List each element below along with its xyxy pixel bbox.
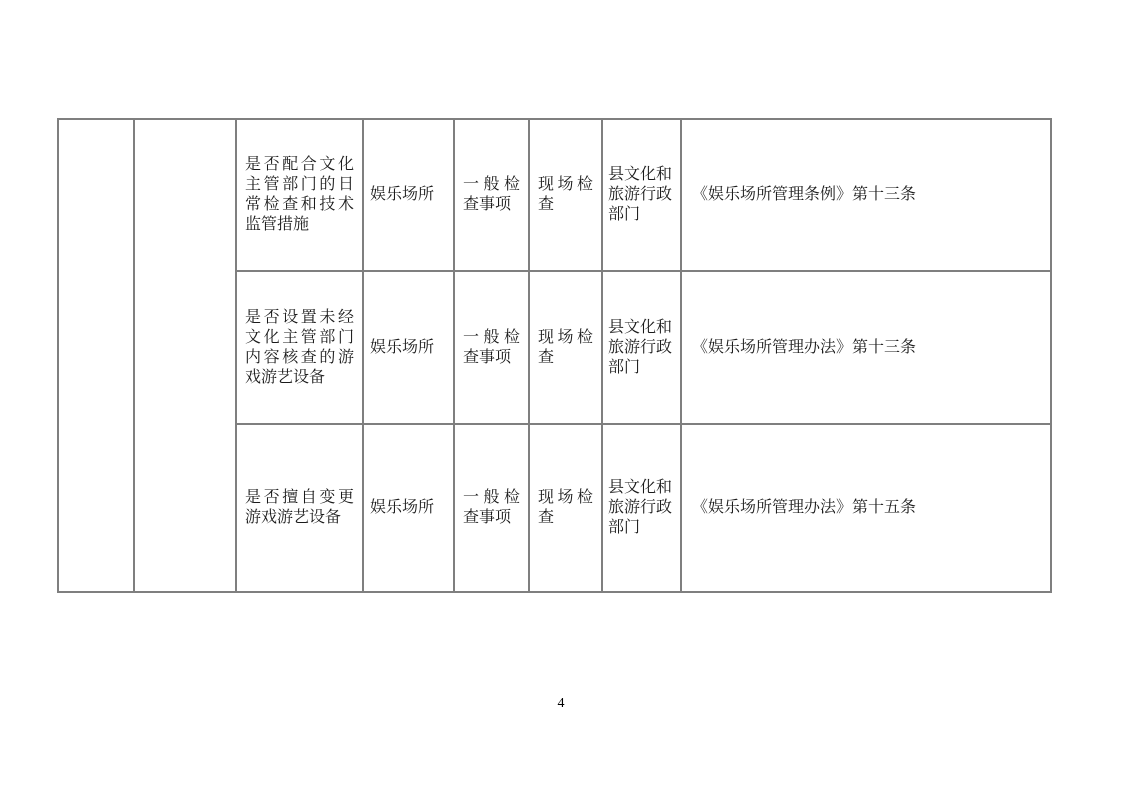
cell-inspection-item: 是否设置未经文化主管部门内容核查的游戏游艺设备 — [236, 271, 363, 424]
cell-legal-basis: 《娱乐场所管理办法》第十三条 — [681, 271, 1051, 424]
cell-legal-basis: 《娱乐场所管理条例》第十三条 — [681, 119, 1051, 271]
cell-inspection-category: 一般检查事项 — [454, 271, 529, 424]
cell-inspection-method: 现场检查 — [529, 424, 602, 592]
cell-inspection-target: 娱乐场所 — [363, 119, 454, 271]
cell-inspection-department: 县文化和旅游行政部门 — [602, 271, 681, 424]
page-number: 4 — [557, 696, 565, 711]
cell-legal-basis: 《娱乐场所管理办法》第十五条 — [681, 424, 1051, 592]
cell-inspection-method: 现场检查 — [529, 271, 602, 424]
inspection-table — [57, 118, 1052, 593]
cell-inspection-department: 县文化和旅游行政部门 — [602, 119, 681, 271]
cell-inspection-department: 县文化和旅游行政部门 — [602, 424, 681, 592]
cell-inspection-target: 娱乐场所 — [363, 424, 454, 592]
cell-inspection-method: 现场检查 — [529, 119, 602, 271]
cell-inspection-item: 是否擅自变更游戏游艺设备 — [236, 424, 363, 592]
table-row — [58, 119, 1051, 271]
cell-empty-left-1 — [58, 119, 134, 592]
cell-inspection-category: 一般检查事项 — [454, 119, 529, 271]
cell-inspection-item: 是否配合文化主管部门的日常检查和技术监管措施 — [236, 119, 363, 271]
cell-empty-left-2 — [134, 119, 236, 592]
cell-inspection-target: 娱乐场所 — [363, 271, 454, 424]
cell-inspection-category: 一般检查事项 — [454, 424, 529, 592]
